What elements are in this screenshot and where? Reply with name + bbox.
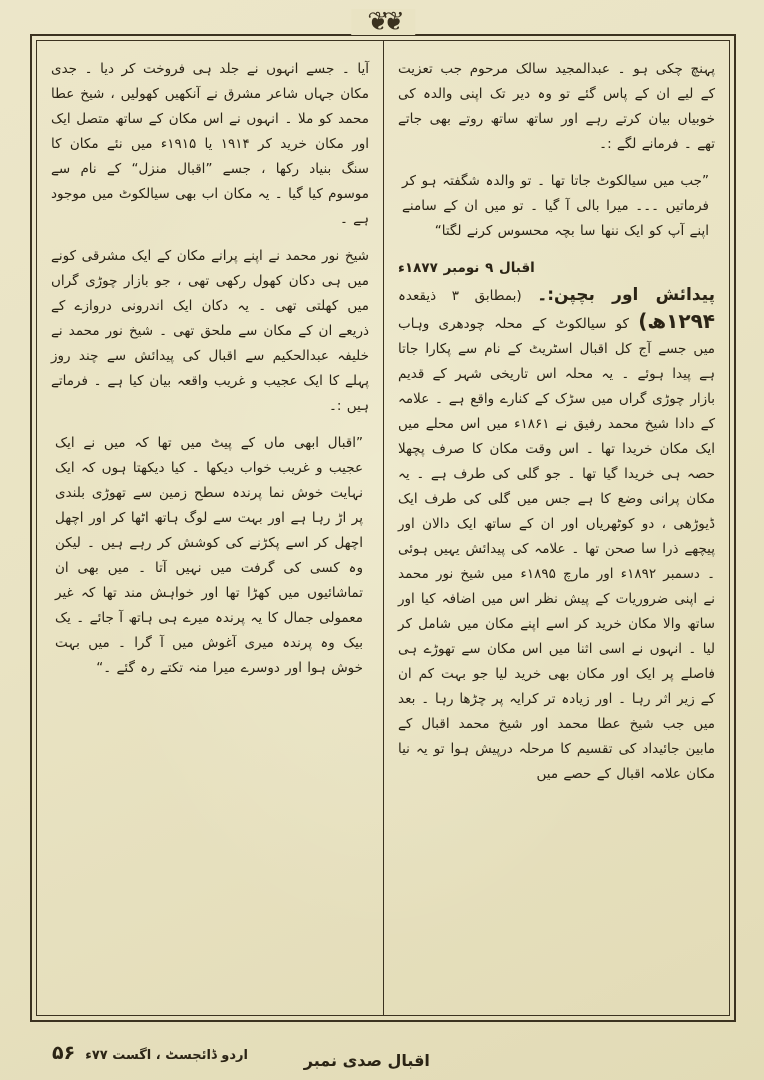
quoted-paragraph: ”اقبال ابھی ماں کے پیٹ میں تھا کہ میں نے ایک عجیب و غریب خواب دیکھا ۔ کیا دیکھتا ہوں کہ ایک نہایت خوش نما پرندہ سطح زمین سے تھوڑی بلندی پر اڑ رہا ہے اور بہت سے لوگ ہاتھ اٹھا کر اور اچھل اچھل کر اسے پکڑنے کی کوشش کر رہے ہیں ۔ لیکن وہ کسی کی گرفت میں نہیں آتا ۔ میں بھی ان تماشائیوں میں کھڑا تھا اور خواہش مند تھا کہ غیر معمولی جمال کا یہ پرندہ میرے ہی ہاتھ آ جائے ۔ یک بیک وہ پرندہ میری آغوش میں آ گرا ۔ میں بہت خوش ہوا اور دوسرے میرا منہ تکتے رہ گئے ۔“ [55,435,363,676]
text-columns [37,41,729,1015]
birth-date-line: اقبال ۹ نومبر ۱۸۷۷ء [398,260,535,276]
paragraph: شیخ نور محمد نے اپنے پرانے مکان کے ایک مشرقی کونے میں ہی دکان کھول رکھی تھی ، جو بازار چوڑی گراں میں کھلتی تھی ۔ یہ دکان ایک اندرونی دروازے کے ذریعے ان کے مکان سے ملحق تھی ۔ شیخ نور محمد نے خلیفہ عبدالحکیم سے اقبال کی پیدائش سے چند روز پہلے کا ایک عجیب و غریب واقعہ بیان کیا ہے ۔ فرماتے ہیں :۔ [51,248,369,414]
section-body-text: کو سیالکوٹ کے محلہ چودھری وہاب میں جسے آج کل اقبال اسٹریٹ کے نام سے پکارا جاتا ہے پیدا ہوئے ۔ یہ محلہ اس تاریخی شہر کے قدیم بازار چوڑی گراں میں سڑک کے کنارے واقع ہے ۔ علامہ کے دادا شیخ محمد رفیق نے ۱۸۶۱ء میں اس محلے میں ایک مکان خریدا تھا ۔ اس وقت مکان کا صرف پچھلا حصہ ہی خریدا گیا تھا ۔ جو گلی کی طرف ہے ۔ یہ مکان پرانی وضع کا ہے جس میں گلی کی طرف ایک ڈیوڑھی ، دو کوٹھریاں اور ان کے ساتھ ایک دالان اور پیچھے ذرا سا صحن تھا ۔ علامہ کی پیدائش یہیں ہوئی ۔ دسمبر ۱۸۹۲ء اور مارچ ۱۸۹۵ء میں شیخ نور محمد نے اپنی ضروریات کے پیش نظر اس میں اضافہ کیا اور ساتھ والا مکان خرید کر اسے اپنے مکان میں شامل کر لیا ۔ انہوں نے اسی اثنا میں اس مکان سے تھوڑے ہی فاصلے پر ایک اور مکان بھی خرید لیا جو بہت کم ان کے زیر اثر رہا ۔ اور زیادہ تر کرایہ پر چڑھا رہا ۔ بعد میں جب شیخ عطا محمد اور شیخ محمد اقبال کے مابین جائیداد کی تقسیم کا مرحلہ درپیش ہوا تو یہ نیا مکان علامہ اقبال کے حصے میں [398,316,716,782]
page-footer [0,1030,764,1072]
quoted-paragraph: ”جب میں سیالکوٹ جاتا تھا ۔ تو والدہ شگفتہ ہو کر فرماتیں ۔۔۔ میرا بالی آ گیا ۔ تو میں ان کے سامنے اپنے آپ کو ایک ننھا سا بچہ محسوس کرنے لگتا“ [402,173,709,239]
column-right [383,41,729,1015]
section-start-paragraph [398,256,715,787]
hijri-year: ۱۲۹۴ھ) [638,309,715,333]
paragraph: پہنچ چکی ہو ۔ عبدالمجید سالک مرحوم جب تعزیت کے لیے ان کے پاس گئے تو وہ دیر تک اپنی والدہ کی خوبیاں بیان کرتے رہے اور ساتھ ساتھ روتے بھی جاتے تھے ۔ فرمانے لگے :۔ [398,61,715,152]
section-heading: پیدائش اور بچپن:۔ [537,285,715,305]
page-number: ۵۶ [52,1042,76,1064]
column-left [37,41,383,1015]
footer-issue-info [52,1042,248,1064]
section-lead-text: (بمطابق ۳ ذیقعدہ [398,288,522,304]
page-border-frame [30,7,736,1022]
edition-title: اقبال صدی نمبر [303,1051,430,1070]
inner-border [36,40,730,1016]
magazine-title: اردو ڈائجسٹ ، اگست ۷۷ء [85,1048,248,1063]
paragraph: آیا ۔ جسے انہوں نے جلد ہی فروخت کر دیا ۔ جدی مکان جہاں شاعر مشرق نے آنکھیں کھولیں ، شیخ عطا محمد کو ملا ۔ انہوں نے اس مکان کے ساتھ متصل ایک اور مکان خرید کر ۱۹۱۴ یا ۱۹۱۵ء میں نئے مکان کا سنگ بنیاد رکھا ، جسے ”اقبال منزل“ کے نام سے موسوم کیا گیا ۔ یہ مکان اب بھی سیالکوٹ میں موجود ہے ۔ [51,61,369,227]
fleuron-ornament-icon: ❦❦ [351,9,415,35]
